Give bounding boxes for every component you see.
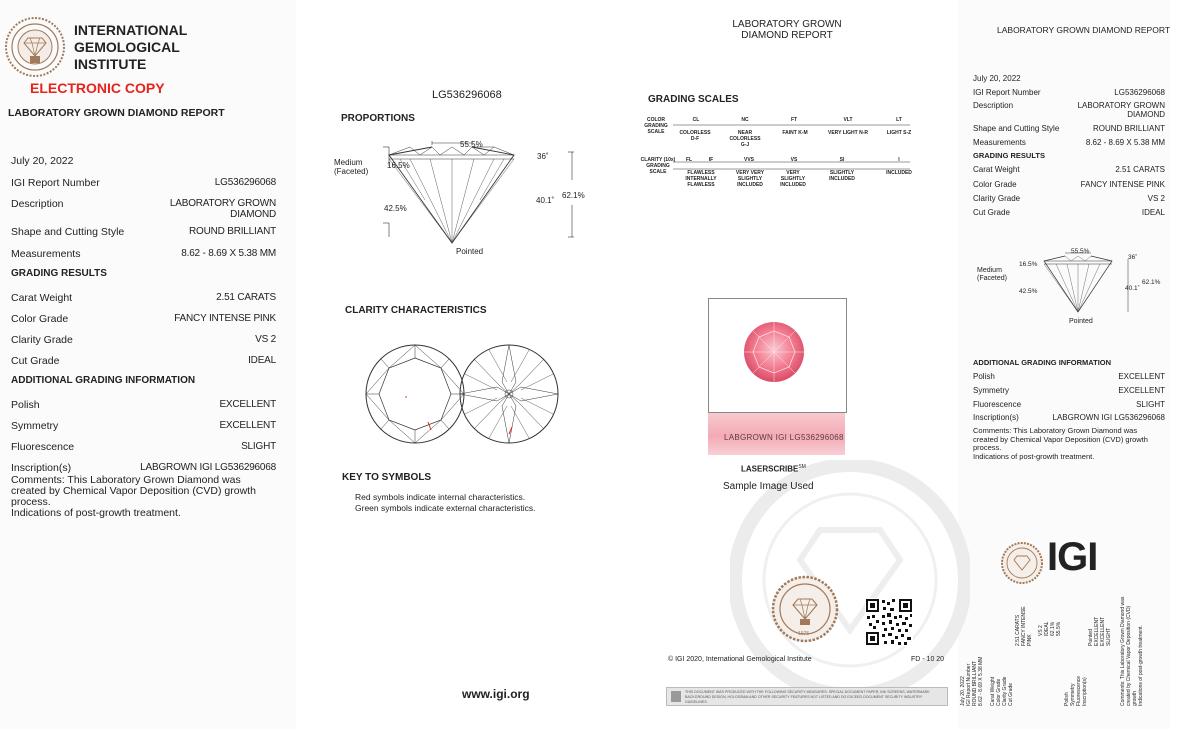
laser-inscription-text: LABGROWN IGI LG536296068 [724, 433, 844, 442]
right-field-inscription: Inscription(s) LABGROWN IGI LG536296068 [973, 413, 1165, 422]
org-name-line1: INTERNATIONAL [74, 22, 188, 38]
field-report-number: IGI Report Number LG536296068 [11, 177, 276, 189]
clarity-plot-diagram [362, 342, 562, 448]
org-name-line2: GEMOLOGICAL [74, 39, 180, 55]
clarity-heading: CLARITY CHARACTERISTICS [345, 305, 487, 316]
color-scale-label: COLOR GRADING SCALE [644, 117, 668, 135]
pavilion-angle: 40.1˚ [536, 196, 555, 205]
crown-angle: 36˚ [537, 152, 549, 161]
proportions-heading: PROPORTIONS [341, 113, 415, 124]
culet: Pointed [456, 247, 484, 256]
proportions-diagram [380, 140, 590, 250]
right-field-symmetry: Symmetry EXCELLENT [973, 386, 1165, 395]
igi-seal-icon [4, 16, 66, 78]
field-shape: Shape and Cutting Style ROUND BRILLIANT [11, 226, 276, 238]
grading-results-heading: GRADING RESULTS [11, 268, 107, 279]
field-inscription: Inscription(s) LABGROWN IGI LG536296068 [11, 462, 276, 474]
right-field-carat: Carat Weight 2.51 CARATS [973, 165, 1165, 174]
right-additional-heading: ADDITIONAL GRADING INFORMATION [973, 358, 1112, 367]
right-field-cut: Cut Grade IDEAL [973, 208, 1165, 217]
field-fluorescence: Fluorescence SLIGHT [11, 441, 276, 453]
igi-logo-text: IGI [1047, 535, 1098, 579]
website: www.igi.org [462, 687, 530, 701]
diamond-photo [743, 321, 805, 383]
right-field-measurements: Measurements 8.62 - 8.69 X 5.38 MM [973, 138, 1165, 147]
right-field-polish: Polish EXCELLENT [973, 372, 1165, 381]
security-strip [666, 687, 948, 706]
seal-year: 1975 [798, 631, 810, 637]
igi-logo-seal-icon [1000, 541, 1044, 585]
report-date: July 20, 2022 [11, 155, 74, 167]
field-color: Color Grade FANCY INTENSE PINK [11, 313, 276, 325]
girdle: Medium (Faceted) [334, 158, 369, 176]
form-code: FD - 10 20 [911, 656, 945, 663]
center-title: LABORATORY GROWN DIAMOND REPORT [732, 19, 842, 41]
right-field-description: Description LABORATORY GROWN DIAMOND [973, 101, 1165, 119]
total-depth: 62.1% [562, 191, 585, 200]
electronic-copy-label: ELECTRONIC COPY [30, 80, 165, 96]
grading-scales-heading: GRADING SCALES [648, 94, 739, 105]
key-text: Red symbols indicate internal characteristics. Green symbols indicate external characteristics. [355, 492, 536, 513]
field-measurements: Measurements 8.62 - 8.69 X 5.38 MM [11, 248, 276, 260]
right-date: July 20, 2022 [973, 74, 1021, 83]
comments: Comments: This Laboratory Grown Diamond was created by Chemical Vapor Deposition (CVD) growth process. Indications of post-growth treatment. [11, 474, 256, 519]
security-icon [671, 691, 681, 702]
field-clarity: Clarity Grade VS 2 [11, 334, 276, 346]
laserscribe-label: LASERSCRIBE℠ [741, 464, 806, 474]
right-comments: Comments: This Laboratory Grown Diamond was created by Chemical Vapor Deposition (CVD) growth process. Indications of post-growth treatment. [973, 426, 1148, 461]
rotated-summary: July 20, 2022 IGI Report Number ROUND BRILLIANT 8.62 - 8.69 X 5.38 MM Carat Weight Color Grade Clarity Grade Cut Grade 2.51 CARATS FANCY INTENSE PINK VS 2 IDEAL 62.1% 55.5% Polish Symmetry Fluorescence Inscription(s) Pointed EXCELLENT EXCELLENT SLIGHT Comments: This Laboratory Grown Diamond was created by Chemical Vapor Deposition (CVD) growth Indications of post-growth treatment. [960, 596, 1144, 706]
key-heading: KEY TO SYMBOLS [342, 472, 432, 483]
additional-heading: ADDITIONAL GRADING INFORMATION [11, 375, 196, 386]
right-field-report-number: IGI Report Number LG536296068 [973, 88, 1165, 97]
watermark-seal-icon [730, 460, 970, 700]
qr-code-icon[interactable] [865, 598, 913, 646]
clarity-scale-label: CLARITY (10x) GRADING SCALE [640, 157, 676, 175]
org-name-line3: INSTITUTE [74, 56, 147, 72]
right-field-shape: Shape and Cutting Style ROUND BRILLIANT [973, 124, 1165, 133]
right-title: LABORATORY GROWN DIAMOND REPORT [997, 25, 1171, 35]
security-text: THIS DOCUMENT WAS PRODUCED WITH THE FOLLOWING SECURITY MEASURES: SPECIAL DOCUMENT PAPER, INK SCREENS, WATERMARK BACKGROUND DESIGN, HOLOGRAM AND OTHER SECURITY FEATURES NOT LISTED AND DO EXCEED DOCUMENT SECURITY INDUSTRY GUIDELINES. [685, 690, 930, 704]
right-proportions-diagram [1040, 252, 1135, 322]
copyright: © IGI 2020, International Gemological Institute [668, 656, 812, 663]
field-symmetry: Symmetry EXCELLENT [11, 420, 276, 432]
field-polish: Polish EXCELLENT [11, 399, 276, 411]
report-number-display: LG536296068 [432, 89, 502, 101]
right-field-clarity: Clarity Grade VS 2 [973, 194, 1165, 203]
report-title: LABORATORY GROWN DIAMOND REPORT [8, 107, 225, 119]
field-carat: Carat Weight 2.51 CARATS [11, 292, 276, 304]
field-description: Description LABORATORY GROWN DIAMOND [11, 198, 276, 220]
right-field-color: Color Grade FANCY INTENSE PINK [973, 180, 1165, 189]
sample-image-note: Sample Image Used [723, 481, 814, 492]
field-cut: Cut Grade IDEAL [11, 355, 276, 367]
pavilion-depth: 42.5% [384, 204, 407, 213]
right-field-fluorescence: Fluorescence SLIGHT [973, 400, 1165, 409]
crown-height: 16.5% [387, 161, 410, 170]
right-grading-heading: GRADING RESULTS [973, 151, 1045, 160]
table-pct: 55.5% [460, 140, 483, 149]
